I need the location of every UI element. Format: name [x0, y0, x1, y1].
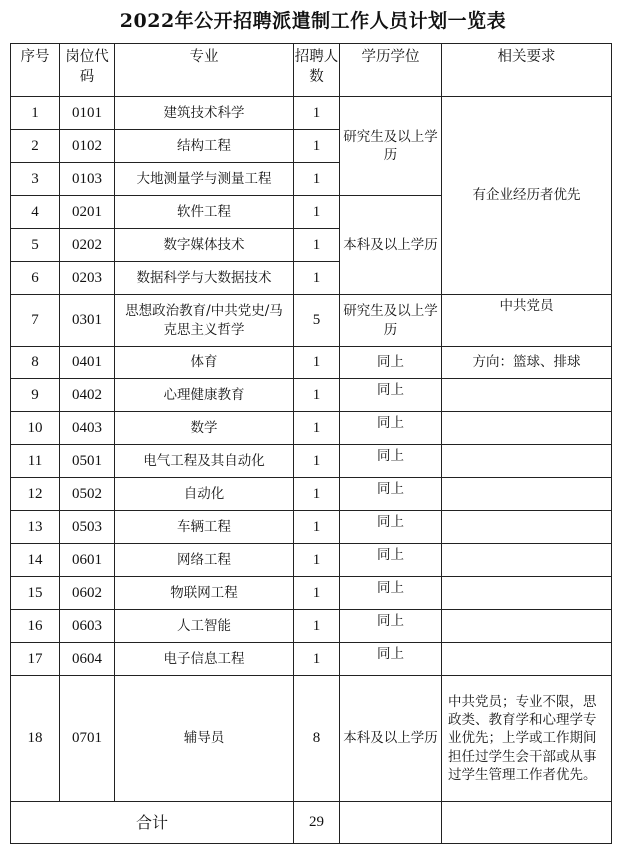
edu-cell: 同上	[340, 577, 442, 610]
code-cell: 0503	[60, 511, 115, 544]
code-cell: 0601	[60, 544, 115, 577]
table-row	[11, 643, 612, 676]
seq-cell: 8	[11, 347, 60, 379]
major-cell: 物联网工程	[115, 577, 294, 610]
major-cell: 软件工程	[115, 196, 294, 229]
req-cell	[442, 610, 612, 643]
major-cell: 电子信息工程	[115, 643, 294, 676]
table-row	[11, 676, 612, 802]
major-cell: 车辆工程	[115, 511, 294, 544]
edu-cell: 研究生及以上学历	[340, 97, 442, 196]
seq-cell: 4	[11, 196, 60, 229]
table-row	[11, 544, 612, 577]
count-cell: 1	[294, 610, 340, 643]
major-cell: 自动化	[115, 478, 294, 511]
header-row	[11, 44, 612, 97]
table-row	[11, 97, 612, 130]
code-cell: 0501	[60, 445, 115, 478]
edu-cell: 同上	[340, 379, 442, 412]
req-cell: 有企业经历者优先	[442, 97, 612, 295]
table-row	[11, 478, 612, 511]
count-cell: 1	[294, 511, 340, 544]
count-cell: 1	[294, 97, 340, 130]
major-cell: 数学	[115, 412, 294, 445]
code-cell: 0201	[60, 196, 115, 229]
edu-cell: 研究生及以上学历	[340, 295, 442, 347]
major-cell: 数字媒体技术	[115, 229, 294, 262]
count-cell: 1	[294, 130, 340, 163]
total-count: 29	[294, 802, 340, 844]
edu-cell: 同上	[340, 445, 442, 478]
seq-cell: 18	[11, 676, 60, 802]
table-row	[11, 347, 612, 379]
count-cell: 1	[294, 229, 340, 262]
req-cell	[442, 643, 612, 676]
major-cell: 人工智能	[115, 610, 294, 643]
code-cell: 0502	[60, 478, 115, 511]
header-seq: 序号	[11, 44, 60, 97]
edu-cell: 本科及以上学历	[340, 676, 442, 802]
count-cell: 1	[294, 643, 340, 676]
header-count: 招聘人数	[294, 44, 340, 97]
table-row	[11, 445, 612, 478]
req-cell	[442, 379, 612, 412]
total-row	[11, 802, 612, 844]
seq-cell: 1	[11, 97, 60, 130]
code-cell: 0603	[60, 610, 115, 643]
edu-cell: 同上	[340, 643, 442, 676]
page-title: 2022年公开招聘派遣制工作人员计划一览表	[119, 10, 507, 32]
major-cell: 建筑技术科学	[115, 97, 294, 130]
count-cell: 8	[294, 676, 340, 802]
major-cell: 心理健康教育	[115, 379, 294, 412]
seq-cell: 14	[11, 544, 60, 577]
edu-cell: 同上	[340, 610, 442, 643]
req-cell	[442, 445, 612, 478]
req-cell: 方向：篮球、排球	[442, 347, 612, 379]
header-code: 岗位代码	[60, 44, 115, 97]
code-cell: 0701	[60, 676, 115, 802]
code-cell: 0103	[60, 163, 115, 196]
count-cell: 1	[294, 262, 340, 295]
edu-cell: 本科及以上学历	[340, 196, 442, 295]
table-row	[11, 295, 612, 347]
code-cell: 0102	[60, 130, 115, 163]
code-cell: 0402	[60, 379, 115, 412]
major-cell: 思想政治教育/中共党史/马克思主义哲学	[115, 295, 294, 347]
seq-cell: 17	[11, 643, 60, 676]
table-row	[11, 511, 612, 544]
seq-cell: 16	[11, 610, 60, 643]
seq-cell: 5	[11, 229, 60, 262]
edu-cell: 同上	[340, 478, 442, 511]
major-cell: 辅导员	[115, 676, 294, 802]
header-req: 相关要求	[442, 44, 612, 97]
count-cell: 1	[294, 544, 340, 577]
edu-cell: 同上	[340, 511, 442, 544]
code-cell: 0101	[60, 97, 115, 130]
edu-cell: 同上	[340, 412, 442, 445]
code-cell: 0403	[60, 412, 115, 445]
seq-cell: 6	[11, 262, 60, 295]
count-cell: 1	[294, 445, 340, 478]
major-cell: 体育	[115, 347, 294, 379]
table-row	[11, 610, 612, 643]
seq-cell: 3	[11, 163, 60, 196]
seq-cell: 15	[11, 577, 60, 610]
major-cell: 大地测量学与测量工程	[115, 163, 294, 196]
req-cell	[442, 412, 612, 445]
table-row	[11, 412, 612, 445]
req-cell	[442, 478, 612, 511]
count-cell: 1	[294, 412, 340, 445]
edu-cell: 同上	[340, 347, 442, 379]
count-cell: 5	[294, 295, 340, 347]
total-req-cell	[442, 802, 612, 844]
total-label: 合计	[11, 802, 294, 844]
table-row	[11, 379, 612, 412]
code-cell: 0301	[60, 295, 115, 347]
total-edu-cell	[340, 802, 442, 844]
seq-cell: 7	[11, 295, 60, 347]
recruitment-plan-table	[10, 43, 612, 844]
seq-cell: 13	[11, 511, 60, 544]
seq-cell: 9	[11, 379, 60, 412]
count-cell: 1	[294, 379, 340, 412]
count-cell: 1	[294, 196, 340, 229]
major-cell: 网络工程	[115, 544, 294, 577]
header-edu: 学历学位	[340, 44, 442, 97]
req-cell	[442, 511, 612, 544]
code-cell: 0202	[60, 229, 115, 262]
major-cell: 结构工程	[115, 130, 294, 163]
seq-cell: 12	[11, 478, 60, 511]
header-major: 专业	[115, 44, 294, 97]
seq-cell: 10	[11, 412, 60, 445]
seq-cell: 2	[11, 130, 60, 163]
code-cell: 0401	[60, 347, 115, 379]
seq-cell: 11	[11, 445, 60, 478]
edu-cell: 同上	[340, 544, 442, 577]
code-cell: 0602	[60, 577, 115, 610]
req-cell	[442, 577, 612, 610]
req-cell: 中共党员	[442, 295, 612, 347]
code-cell: 0604	[60, 643, 115, 676]
count-cell: 1	[294, 478, 340, 511]
major-cell: 电气工程及其自动化	[115, 445, 294, 478]
table-row	[11, 577, 612, 610]
count-cell: 1	[294, 577, 340, 610]
req-cell: 中共党员；专业不限，思政类、教育学和心理学专业优先；上学或工作期间担任过学生会干部或从事过学生管理工作者优先。	[442, 676, 612, 802]
code-cell: 0203	[60, 262, 115, 295]
count-cell: 1	[294, 163, 340, 196]
count-cell: 1	[294, 347, 340, 379]
major-cell: 数据科学与大数据技术	[115, 262, 294, 295]
req-cell	[442, 544, 612, 577]
